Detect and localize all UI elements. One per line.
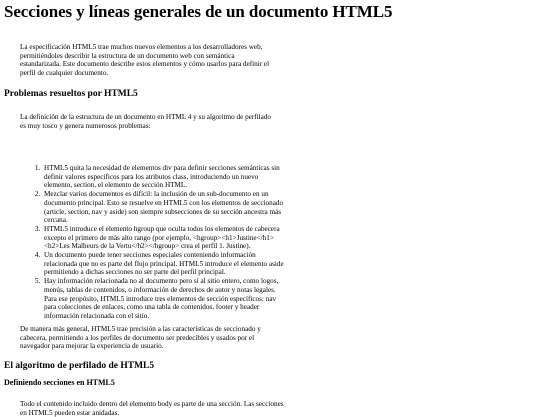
list-item: 1. HTML5 quita la necesidad de elementos div para definir secciones semánticas sin definir valores específicos para los atributos class, introduciendo un nuevo elemento, section, el elemento de sección HTML.: [42, 164, 287, 190]
heading-problems: Problemas resueltos por HTML5: [4, 89, 138, 99]
list-item: 5. Hay información relacionada no al documento pero sí al sitio entero, como logos, menús, tablas de contenidos, o información de derechos de autor y notas legales. Para ese propósito, HTML5 introduce tres elementos de sección específicos: nav para colecciones de enlaces, como una tabla de contenidos, footer y header información relacionada con el sitio.: [42, 277, 287, 321]
list-item: 2. Mezclar varios documentos es difícil: la inclusión de un sub-documento en un documento principal. Esto se resuelve en HTML5 con los elementos de seccionado (article, section, nav y aside) son siempre subsecciones de su sección ancestra más cercana.: [42, 190, 287, 225]
subheading-defining-sections: Definiendo secciones en HTML5: [4, 378, 115, 387]
problems-list: [28, 164, 287, 321]
closing-paragraph: De manera más general, HTML5 trae precisión a las características de seccionado y cabecera, permitiendo a los perfiles de documento ser predecibles y usados por el navegador para mejorar la experiencia de usuario.: [20, 325, 261, 351]
intro-paragraph: La especificación HTML5 trae muchos nuevos elementos a los desarrolladores web, permitiéndoles describir la estructura de un documento web con semántica estandarizada. Este documento describe estos elementos y cómo usarlos para definir el perfil de cualquier documento.: [20, 43, 270, 78]
page-title: Secciones y líneas generales de un documento HTML5: [4, 2, 393, 21]
problems-paragraph: La definición de la estructura de un documento en HTML 4 y su algoritmo de perfilado es muy tosco y genera numerosos problemas:: [20, 113, 272, 130]
heading-algorithm: El algoritmo de perfilado de HTML5: [4, 361, 155, 371]
list-item: 3. HTML5 introduce el elemento hgroup que oculta todos los elementos de cabecera excepto el primero de más alto rango (por ejemplo, <hgroup><h1>Justine</h1><h2>Les Malheurs de la Vertu</h2></hgroup> crea el perfil 1. Justine).: [42, 225, 287, 251]
list-item: 4. Un documento puede tener secciones especiales conteniendo información relacionada que no es parte del flujo principal. HTML5 introduce el elemento aside permitiendo a dichas secciones no ser parte del perfil principal.: [42, 251, 287, 277]
cut-off-paragraph: Todo el contenido incluido dentro del elemento body es parte de una sección. Las secciones en HTML5 pueden estar anidadas.: [20, 400, 284, 417]
